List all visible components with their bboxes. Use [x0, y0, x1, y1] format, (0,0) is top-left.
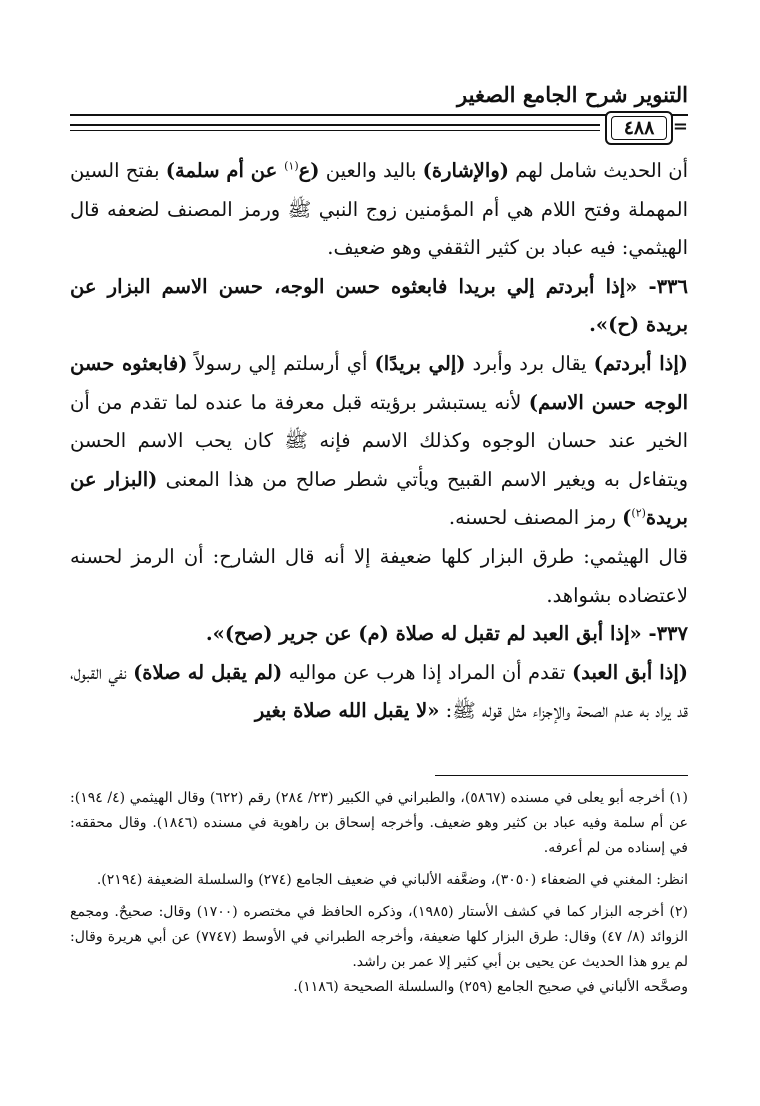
header-mark: = [672, 116, 688, 137]
footnote-separator [435, 775, 688, 776]
paragraph-3: قال الهيثمي: طرق البزار كلها ضعيفة إلا أنه قال الشارح: أن الرمز لحسنه لاعتضاده بشواهد. [70, 544, 688, 607]
running-title: التنوير شرح الجامع الصغير [457, 82, 688, 107]
paragraph-1: أن الحديث شامل لهم (والإشارة) باليد والعين (ع$^{(١)}$ عن أم سلمة) بفتح السين المهملة وفتح اللام هي أم المؤمنين زوج النبي ﷺ ورمز المصنف لضعفه قال الهيثمي: فيه عباد بن كثير الثقفي وهو ضعيف. [70, 159, 688, 260]
hadith-336: ٣٣٦- «إذا أبردتم إلي بريدا فابعثوه حسن الوجه، حسن الاسم البزار عن بريدة (ح)». [70, 274, 688, 337]
paragraph-4: (إذا أبق العبد) تقدم أن المراد إذا هرب عن مواليه (لم يقبل له صلاة) نفي القبول، قد يراد به عدم الصحة والإجزاء مثل قوله ﷺ: «لا يقبل الله صلاة بغير [70, 660, 688, 723]
main-text [70, 152, 688, 731]
footnote-1: (١) أخرجه أبو يعلى في مسنده (٥٨٦٧)، والطبراني في الكبير (٢٣/ ٢٨٤) رقم (٦٢٢) وقال الهيثمي (٤/ ١٩٤): عن أم سلمة وفيه عباد بن كثير وهو ضعيف. وأخرجه إسحاق بن راهوية في مسنده (١٨٤٦). وقال محققه: في إسناده من لم أعرفه. [70, 790, 688, 856]
footnote-ref-1: (١) [284, 159, 299, 173]
footnotes [70, 786, 688, 1000]
page-number-box [605, 111, 673, 145]
page-number: ٤٨٨ [623, 117, 655, 139]
hadith-337: ٣٣٧- «إذا أبق العبد لم تقبل له صلاة (م) عن جرير (صح)». [205, 622, 688, 646]
footnote-2-note: وصحَّحه الألباني في صحيح الجامع (٢٥٩) والسلسلة الصحيحة (١١٨٦). [293, 979, 688, 995]
header-double-rule [70, 124, 600, 131]
header-rule [70, 114, 688, 116]
footnote-ref-2: (٢) [631, 506, 646, 520]
footnote-1-note: انظر: المغني في الضعفاء (٣٠٥٠)، وضعَّفه الألباني في ضعيف الجامع (٢٧٤) والسلسلة الضعيفة (٢١٩٤). [96, 872, 688, 888]
footnote-2: (٢) أخرجه البزار كما في كشف الأستار (١٩٨٥)، وذكره الحافظ في مختصره (١٧٠٠) وقال: صحيحٌ. ومجمع الزوائد (٨/ ٤٧) وقال: طرق البزار كلها ضعيفة، وأخرجه الطبراني في الأوسط (٧٧٤٧) عن أبي هريرة وقال: لم يرو هذا الحديث عن يحيى بن أبي كثير إلا عمر بن راشد. [70, 904, 688, 970]
paragraph-2: (إذا أبردتم) يقال برد وأبرد (إلي بريدًا) أي أرسلتم إلي رسولاً (فابعثوه حسن الوجه حسن الاسم) لأنه يستبشر برؤيته قبل معرفة ما عنده لما تقدم من أن الخير عند حسان الوجوه وكذلك الاسم فإنه ﷺ كان يحب الاسم الحسن ويتفاءل به ويغير الاسم القبيح ويأتي شطر صالح من هذا المعنى (البزار عن بريدة$^{(٢)}$) رمز المصنف لحسنه. [70, 351, 688, 530]
